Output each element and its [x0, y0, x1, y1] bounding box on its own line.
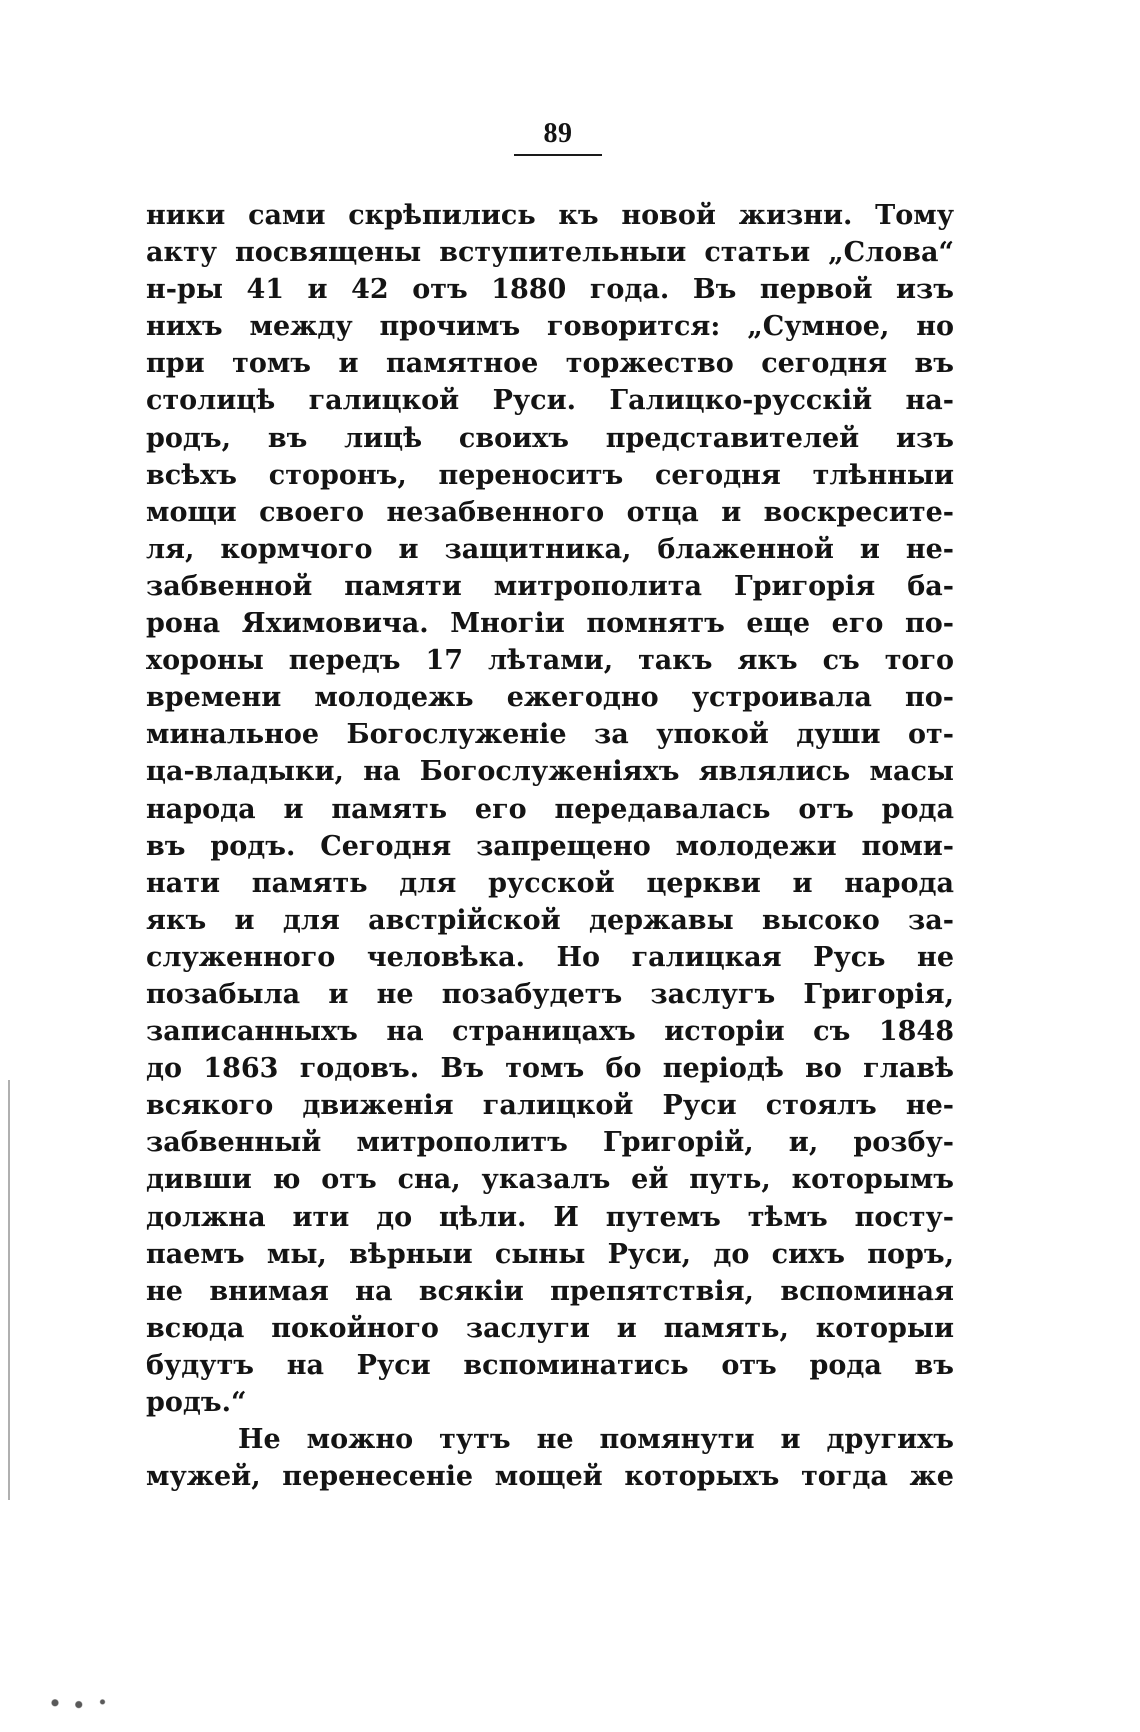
text-line: родъ, въ лицѣ своихъ представителей изъ [146, 422, 954, 454]
text-line: мужей, перенесеніе мощей которыхъ тогда же [146, 1461, 954, 1493]
text-line: служенного человѣка. Но галицкая Русь не [146, 941, 954, 973]
text-line: времени молодежь ежегодно устроивала по- [146, 682, 954, 714]
scan-edge-mark [8, 1080, 10, 1500]
text-line: народа и память его передавалась отъ рода [146, 793, 954, 825]
text-line: не внимая на всякіи препятствія, вспоминая [146, 1275, 954, 1307]
scan-corner-speck [36, 1692, 131, 1710]
text-line: якъ и для австрійской державы высоко за- [146, 904, 954, 936]
page-number: 89 [543, 118, 573, 149]
text-line: всѣхъ сторонъ, переноситъ сегодня тлѣнныи [146, 459, 954, 491]
text-line: нихъ между прочимъ говорится: „Сумное, но [146, 311, 954, 343]
text-line: дивши ю отъ сна, указалъ ей путь, которымъ [146, 1164, 954, 1196]
page-number-rule [514, 154, 602, 156]
text-line: забвенной памяти митрополита Григорія ба- [146, 570, 954, 602]
text-line: столицѣ галицкой Руси. Галицко-русскій на- [146, 385, 954, 417]
text-line: минальное Богослуженіе за упокой души от- [146, 719, 954, 751]
text-line: всюда покойного заслуги и память, которыи [146, 1312, 954, 1344]
text-line: ца-владыки, на Богослуженіяхъ являлись масы [146, 756, 954, 788]
text-line: при томъ и памятное торжество сегодня въ [146, 348, 954, 380]
text-line: позабыла и не позабудетъ заслугъ Григорія, [146, 978, 954, 1010]
text-line: нати память для русской церкви и народа [146, 867, 954, 899]
text-line: ники сами скрѣпились къ новой жизни. Тому [146, 200, 954, 231]
text-line: паемъ мы, вѣрныи сыны Руси, до сихъ поръ, [146, 1238, 954, 1270]
text-line: въ родъ. Сегодня запрещено молодежи поми- [146, 830, 954, 862]
text-line: забвенный митрополитъ Григорій, и, розбу- [146, 1127, 954, 1159]
text-line: ля, кормчого и защитника, блаженной и не- [146, 533, 954, 565]
page-header [512, 118, 604, 156]
text-line: записанныхъ на страницахъ исторіи съ 1848 [146, 1016, 954, 1048]
text-line: всякого движенія галицкой Руси стоялъ не- [146, 1090, 954, 1122]
text-line: до 1863 годовъ. Въ томъ бо періодѣ во главѣ [146, 1053, 954, 1085]
paragraph-start-line: Не можно тутъ не помянути и другихъ [238, 1424, 954, 1456]
text-line: хороны передъ 17 лѣтами, такъ якъ съ того [146, 645, 954, 677]
body-text [146, 197, 954, 1495]
text-line: н-ры 41 и 42 отъ 1880 года. Въ первой изъ [146, 274, 954, 306]
text-line: мощи своего незабвенного отца и воскресите- [146, 496, 954, 528]
text-line: акту посвящены вступительныи статьи „Слова“ [146, 237, 954, 269]
text-line: будутъ на Руси вспоминатись отъ рода въ [146, 1349, 954, 1381]
paragraph-end-line: родъ.“ [146, 1387, 247, 1418]
text-line: должна ити до цѣли. И путемъ тѣмъ посту- [146, 1201, 954, 1233]
text-line: рона Яхимовича. Многіи помнятъ еще его по- [146, 608, 954, 640]
